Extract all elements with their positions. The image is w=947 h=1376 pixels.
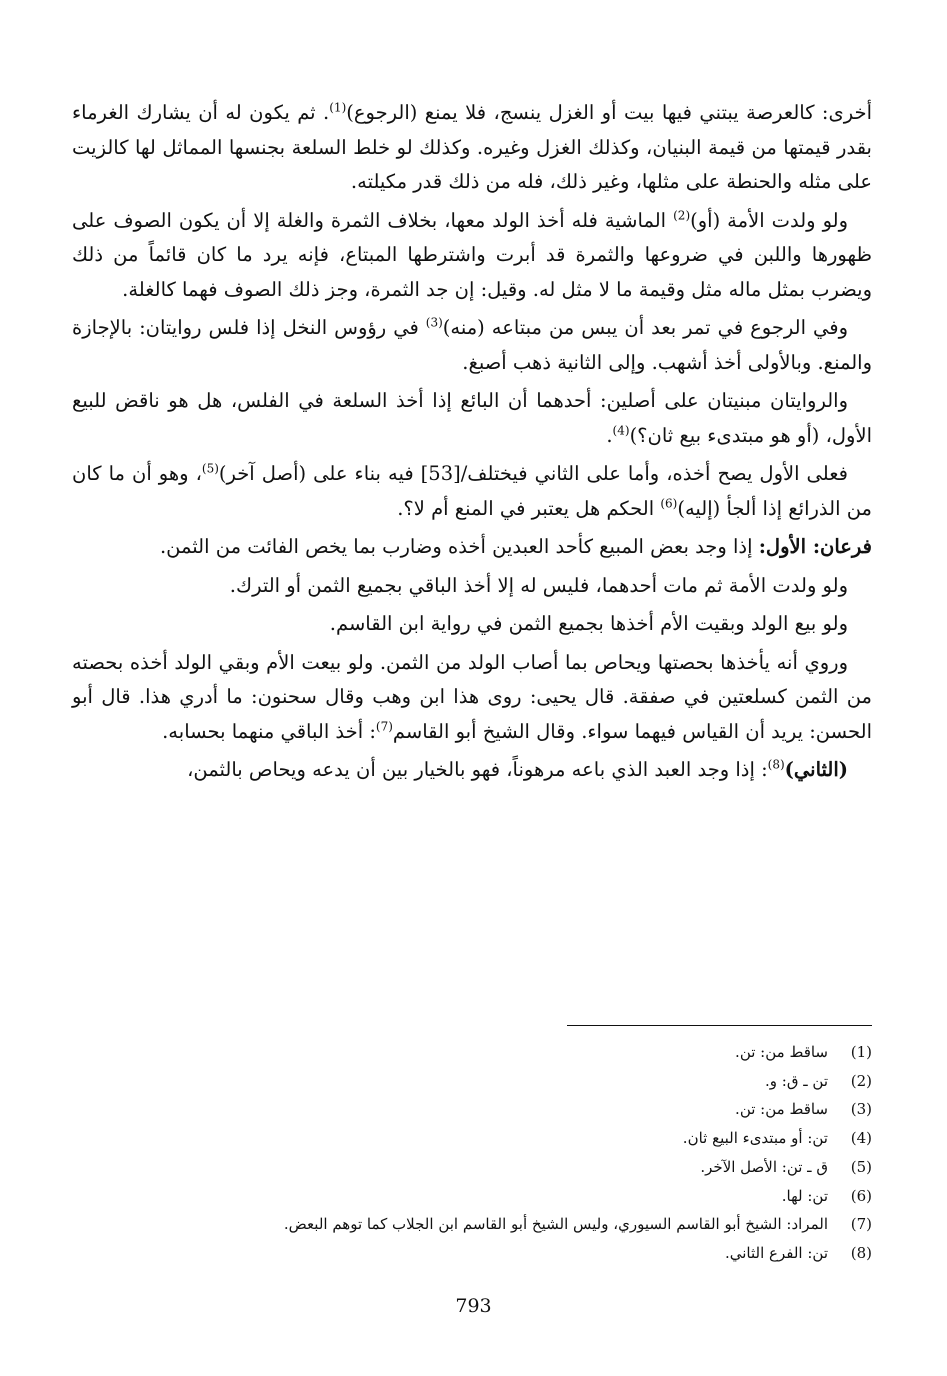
section-heading: فرعان: الأول:	[758, 535, 872, 558]
footnote-item	[152, 1124, 872, 1153]
paragraph-6	[72, 530, 872, 565]
footnote-number: (8)	[850, 1243, 872, 1262]
footnote-ref: (4)	[612, 423, 630, 437]
paragraph-text: والروايتان مبنيتان على أصلين: أحدهما أن البائع إذا أخذ السلعة في الفلس، هل هو ناقض للبيع الأول، (أو هو مبتدىء بيع ثان؟)	[72, 389, 872, 447]
paragraph-text: الحكم هل يعتبر في المنع أم لا؟.	[397, 496, 661, 520]
main-text	[72, 96, 872, 788]
paragraph-8	[72, 607, 872, 642]
footnote-ref: (3)	[425, 315, 443, 330]
paragraph-5	[72, 457, 872, 526]
footnote-text: المراد: الشيخ أبو القاسم السيوري، وليس الشيخ أبو القاسم ابن الجلاب كما توهم البعض.	[283, 1215, 828, 1234]
paragraph-1	[72, 96, 872, 200]
footnote-text: تن ـ ق: و.	[765, 1071, 828, 1090]
footnote-ref: (5)	[201, 461, 219, 476]
paragraph-text: : أخذ الباقي منهما بحسابه.	[162, 719, 376, 743]
footnote-number: (1)	[850, 1043, 872, 1061]
paragraph-4	[72, 384, 872, 453]
paragraph-text: ولو ولدت الأمة (أو)	[690, 208, 848, 232]
paragraph-text: إذا وجد بعض المبيع كأحد العبدين أخذه وضارب بما يخص الفائت من الثمن.	[159, 535, 759, 558]
footnote-item	[152, 1067, 872, 1096]
paragraph-text: .	[606, 423, 613, 447]
footnote-number: (5)	[850, 1157, 872, 1176]
paragraph-text: وفي الرجوع في تمر بعد أن يبس من مبتاعه (منه)	[442, 316, 848, 339]
paragraph-7	[72, 569, 872, 604]
paragraph-10	[72, 753, 872, 788]
page-body	[72, 96, 872, 792]
paragraph-3	[72, 311, 872, 380]
footnote-number: (7)	[850, 1215, 872, 1234]
paragraph-text: ولو ولدت الأمة ثم مات أحدهما، فليس له إلا أخذ الباقي بجميع الثمن أو الترك.	[229, 573, 848, 597]
paragraph-text: : إذا وجد العبد الذي باعه مرهوناً، فهو بالخيار بين أن يدعه ويحاص بالثمن،	[187, 758, 768, 781]
footnote-ref: (6)	[660, 496, 678, 510]
paragraph-text: وروي أنه يأخذها بحصتها ويحاص بما أصاب الولد من الثمن. ولو بيعت الأم وبقي الولد أخذه بحصته من الثمن كسلعتين في صفقة. قال يحيى: روى هذا ابن وهب وقال سحنون: ما أدري هذا. قال أبو الحسن: يريد أن القياس فيهما سواء. وقال الشيخ أبو القاسم	[72, 650, 872, 743]
paragraph-9	[72, 646, 872, 750]
footnote-item	[152, 1239, 872, 1268]
footnote-item	[152, 1182, 872, 1211]
page-number: 793	[455, 1295, 492, 1317]
paragraph-2	[72, 204, 872, 308]
paragraph-text: أخرى: كالعرصة يبتني فيها بيت أو الغزل ينسج، فلا يمنع (الرجوع)	[346, 101, 872, 124]
footnote-text: ق ـ تن: الأصل الآخر.	[700, 1157, 828, 1176]
footnote-text: تن: أو مبتدىء البيع ثان.	[682, 1129, 828, 1148]
footnote-ref: (8)	[767, 757, 785, 772]
footnote-item	[152, 1210, 872, 1239]
paragraph-text: فعلى الأول يصح أخذه، وأما على الثاني فيختلف/[53] فيه بناء على (أصل آخر)	[218, 462, 848, 485]
paragraph-text: ولو بيع الولد وبقيت الأم أخذها بجميع الثمن في رواية ابن القاسم.	[329, 612, 848, 635]
paragraph-text: في رؤوس النخل إذا فلس روايتان: بالإجازة والمنع. وبالأولى أخذ أشهب. وإلى الثانية ذهب أصبغ.	[72, 316, 872, 374]
footnotes-list	[152, 1038, 872, 1268]
paragraph-text: ، وهو أن ما كان من الذرائع إذا ألجأ (إليه)	[72, 462, 872, 520]
footnote-divider	[567, 1025, 872, 1026]
footnote-number: (4)	[850, 1129, 872, 1148]
footnote-text: ساقط من: تن.	[735, 1100, 828, 1119]
footnote-item	[152, 1038, 872, 1067]
paragraph-text: . ثم يكون له أن يشارك الغرماء بقدر قيمتها من قيمة البنيان، وكذلك الغزل وغيره. وكذلك لو خلط السلعة بجنسها المماثل لها كالزيت على مثله والحنطة على مثلها، وغير ذلك، فله من ذلك قدر مكيلته.	[72, 101, 872, 193]
footnote-number: (2)	[850, 1071, 872, 1090]
footnote-text: تن: الفرع الثاني.	[724, 1243, 828, 1262]
footnote-item	[152, 1095, 872, 1124]
footnote-ref: (2)	[673, 208, 691, 222]
footnote-ref: (1)	[329, 100, 347, 115]
footnote-number: (3)	[850, 1100, 872, 1119]
paragraph-text: الماشية فله أخذ الولد معها، بخلاف الثمرة والغلة إلا أن يكون الصوف على ظهورها واللبن في ضروعها والثمرة قد أبرت واشترطها المبتاع، فإنه يرد ما كان قائماً من ذلك ويضرب بمثل ماله مثل وقيمة ما لا مثل له. وقيل: إن جد الثمرة، وجز ذلك الصوف فهما كالغلة.	[72, 208, 872, 301]
section-heading: (الثاني)	[784, 758, 848, 781]
footnote-item	[152, 1153, 872, 1182]
footnote-number: (6)	[850, 1186, 872, 1205]
footnote-text: ساقط من: تن.	[735, 1043, 828, 1061]
footnote-ref: (7)	[375, 719, 393, 733]
footnote-text: تن: لها.	[781, 1186, 828, 1205]
